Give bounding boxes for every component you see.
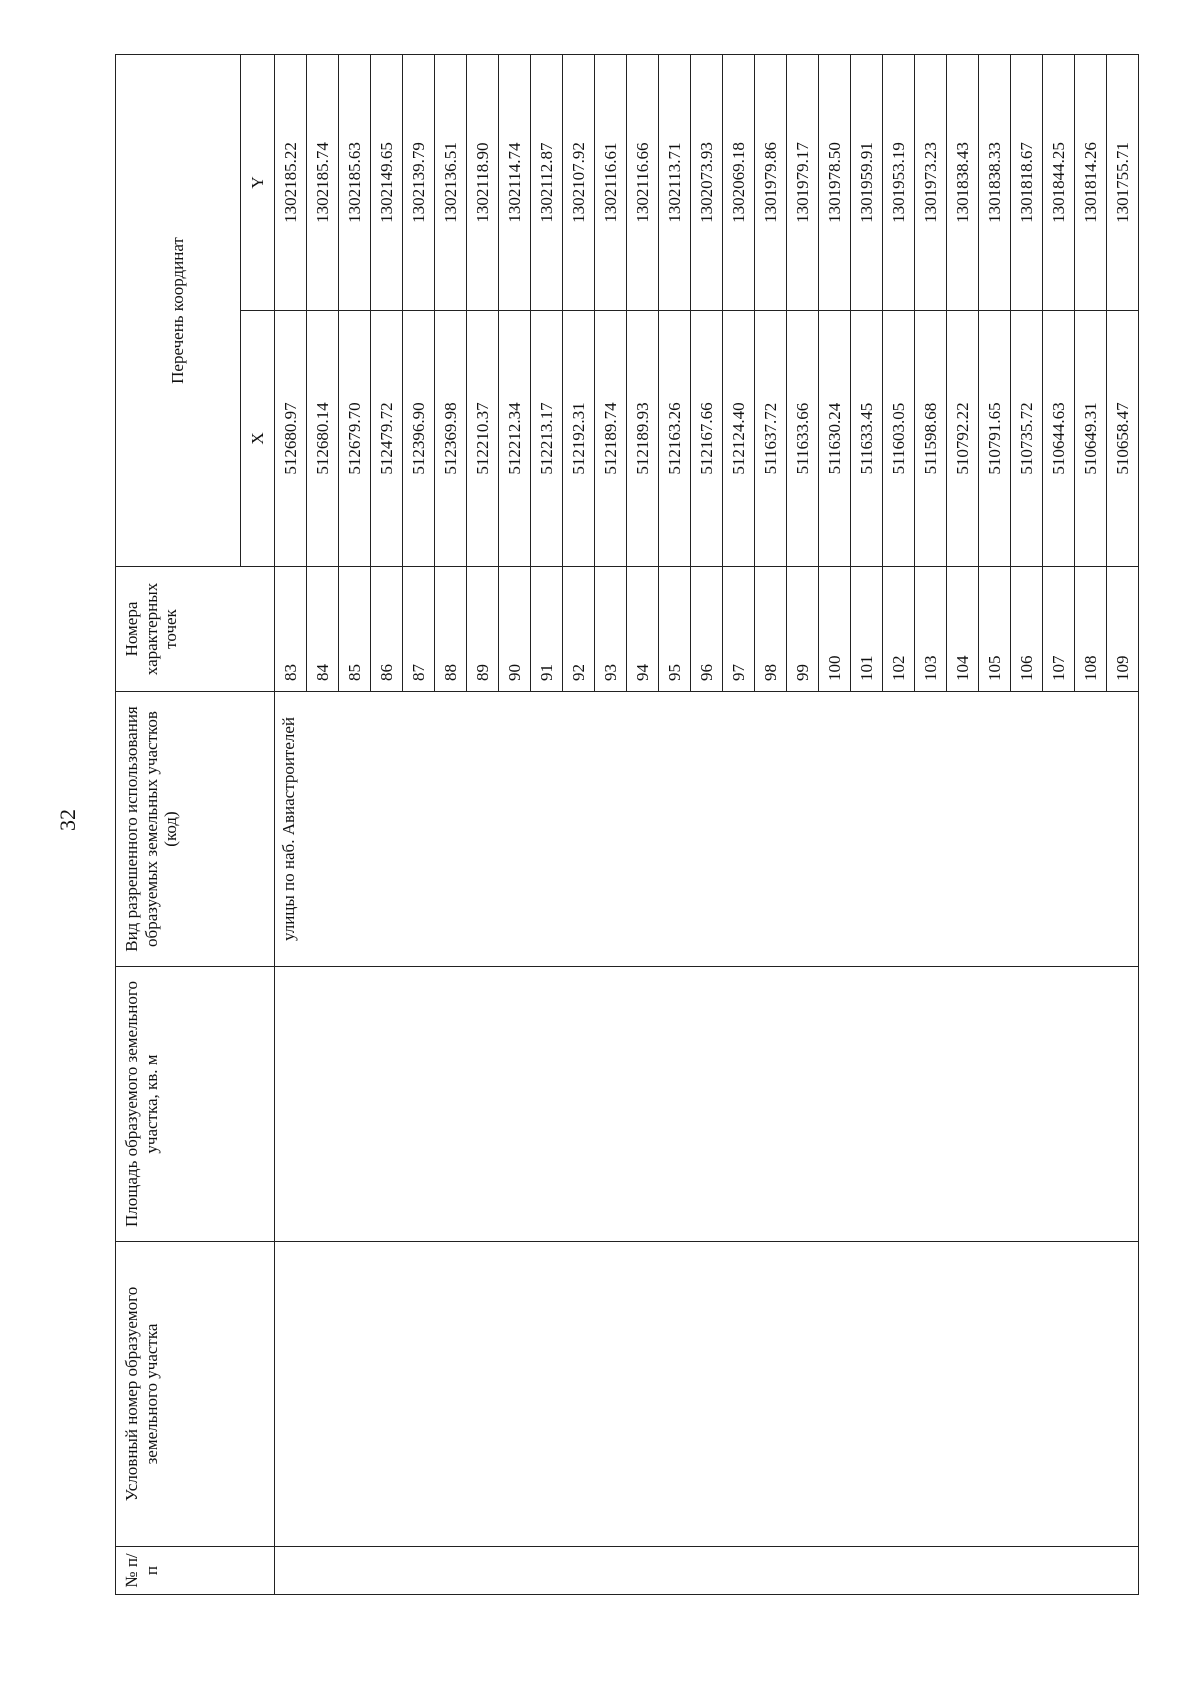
y-coordinate-cell: 1302114.74 — [499, 54, 531, 310]
x-coordinate-cell: 512479.72 — [371, 311, 403, 567]
cell-conditional-number — [275, 1242, 1139, 1547]
header-coordinates: Перечень координат — [116, 54, 241, 566]
x-coordinate-cell: 510791.65 — [979, 311, 1011, 567]
x-coordinate-cell: 512396.90 — [403, 311, 435, 567]
point-number-cell: 102 — [883, 567, 915, 692]
y-coordinate-cell: 1301953.19 — [883, 54, 915, 310]
x-coordinate-cell: 511630.24 — [819, 311, 851, 567]
point-number-cell: 87 — [403, 567, 435, 692]
x-coordinate-cell: 510649.31 — [1075, 311, 1107, 567]
table-row — [275, 54, 307, 1594]
y-coordinate-cell: 1301755.71 — [1107, 54, 1139, 310]
x-coordinate-cell: 512189.93 — [627, 311, 659, 567]
y-coordinate-cell: 1302073.93 — [691, 54, 723, 310]
x-coordinate-cell: 511637.72 — [755, 311, 787, 567]
x-coordinate-cell: 510735.72 — [1011, 311, 1043, 567]
point-number-cell: 88 — [435, 567, 467, 692]
point-number-cell: 96 — [691, 567, 723, 692]
x-coordinate-cell: 512167.66 — [691, 311, 723, 567]
point-number-cell: 99 — [787, 567, 819, 692]
point-number-cell: 92 — [563, 567, 595, 692]
y-coordinate-cell: 1302113.71 — [659, 54, 691, 310]
y-coordinate-cell: 1302116.66 — [627, 54, 659, 310]
y-coordinate-cell: 1301838.43 — [947, 54, 979, 310]
y-coordinate-cell: 1302118.90 — [467, 54, 499, 310]
y-coordinate-cell: 1302136.51 — [435, 54, 467, 310]
y-coordinate-cell: 1301973.23 — [915, 54, 947, 310]
point-number-cell: 84 — [307, 567, 339, 692]
point-number-cell: 91 — [531, 567, 563, 692]
point-number-cell: 105 — [979, 567, 1011, 692]
x-coordinate-cell: 512163.26 — [659, 311, 691, 567]
y-coordinate-cell: 1302139.79 — [403, 54, 435, 310]
x-coordinate-cell: 512679.70 — [339, 311, 371, 567]
header-conditional-number: Условный номер образуемого земельного участка — [116, 1242, 275, 1547]
point-number-cell: 83 — [275, 567, 307, 692]
x-coordinate-cell: 512124.40 — [723, 311, 755, 567]
x-coordinate-cell: 511598.68 — [915, 311, 947, 567]
x-coordinate-cell: 511603.05 — [883, 311, 915, 567]
header-area: Площадь образуемого земельного участка, кв. м — [116, 967, 275, 1242]
point-number-cell: 109 — [1107, 567, 1139, 692]
header-permitted-use: Вид разрешенного использования образуемых земельных участков (код) — [116, 692, 275, 967]
rotated-table-container — [115, 55, 1135, 1595]
y-coordinate-cell: 1301979.17 — [787, 54, 819, 310]
coordinates-table — [115, 54, 1139, 1595]
point-number-cell: 101 — [851, 567, 883, 692]
y-coordinate-cell: 1301838.33 — [979, 54, 1011, 310]
x-coordinate-cell: 512210.37 — [467, 311, 499, 567]
y-coordinate-cell: 1302185.63 — [339, 54, 371, 310]
x-coordinate-cell: 512213.17 — [531, 311, 563, 567]
y-coordinate-cell: 1301979.86 — [755, 54, 787, 310]
point-number-cell: 94 — [627, 567, 659, 692]
point-number-cell: 108 — [1075, 567, 1107, 692]
x-coordinate-cell: 512680.14 — [307, 311, 339, 567]
y-coordinate-cell: 1302107.92 — [563, 54, 595, 310]
x-coordinate-cell: 511633.66 — [787, 311, 819, 567]
cell-no — [275, 1547, 1139, 1595]
y-coordinate-cell: 1302112.87 — [531, 54, 563, 310]
x-coordinate-cell: 512680.97 — [275, 311, 307, 567]
header-no: № п/п — [116, 1547, 275, 1595]
point-number-cell: 97 — [723, 567, 755, 692]
point-number-cell: 90 — [499, 567, 531, 692]
point-number-cell: 93 — [595, 567, 627, 692]
point-number-cell: 103 — [915, 567, 947, 692]
x-coordinate-cell: 510658.47 — [1107, 311, 1139, 567]
x-coordinate-cell: 512189.74 — [595, 311, 627, 567]
x-coordinate-cell: 512369.98 — [435, 311, 467, 567]
point-number-cell: 85 — [339, 567, 371, 692]
point-number-cell: 107 — [1043, 567, 1075, 692]
y-coordinate-cell: 1302116.61 — [595, 54, 627, 310]
point-number-cell: 95 — [659, 567, 691, 692]
x-coordinate-cell: 510644.63 — [1043, 311, 1075, 567]
header-point-numbers: Номера характерных точек — [116, 567, 275, 692]
point-number-cell: 89 — [467, 567, 499, 692]
y-coordinate-cell: 1301844.25 — [1043, 54, 1075, 310]
x-coordinate-cell: 510792.22 — [947, 311, 979, 567]
cell-area — [275, 967, 1139, 1242]
y-coordinate-cell: 1301818.67 — [1011, 54, 1043, 310]
point-number-cell: 86 — [371, 567, 403, 692]
cell-permitted-use — [275, 692, 1139, 967]
table-body — [275, 54, 1139, 1594]
x-coordinate-cell: 511633.45 — [851, 311, 883, 567]
point-number-cell: 98 — [755, 567, 787, 692]
point-number-cell: 104 — [947, 567, 979, 692]
y-coordinate-cell: 1301814.26 — [1075, 54, 1107, 310]
permitted-use-text: улицы по наб. Авиастроителей — [279, 716, 298, 942]
point-number-cell: 106 — [1011, 567, 1043, 692]
point-number-cell: 100 — [819, 567, 851, 692]
y-coordinate-cell: 1302149.65 — [371, 54, 403, 310]
y-coordinate-cell: 1301978.50 — [819, 54, 851, 310]
x-coordinate-cell: 512212.34 — [499, 311, 531, 567]
header-y: Y — [241, 54, 275, 310]
y-coordinate-cell: 1301959.91 — [851, 54, 883, 310]
header-row — [116, 54, 241, 1594]
page-number: 32 — [55, 809, 80, 831]
y-coordinate-cell: 1302185.22 — [275, 54, 307, 310]
x-coordinate-cell: 512192.31 — [563, 311, 595, 567]
header-x: X — [241, 311, 275, 567]
y-coordinate-cell: 1302069.18 — [723, 54, 755, 310]
y-coordinate-cell: 1302185.74 — [307, 54, 339, 310]
